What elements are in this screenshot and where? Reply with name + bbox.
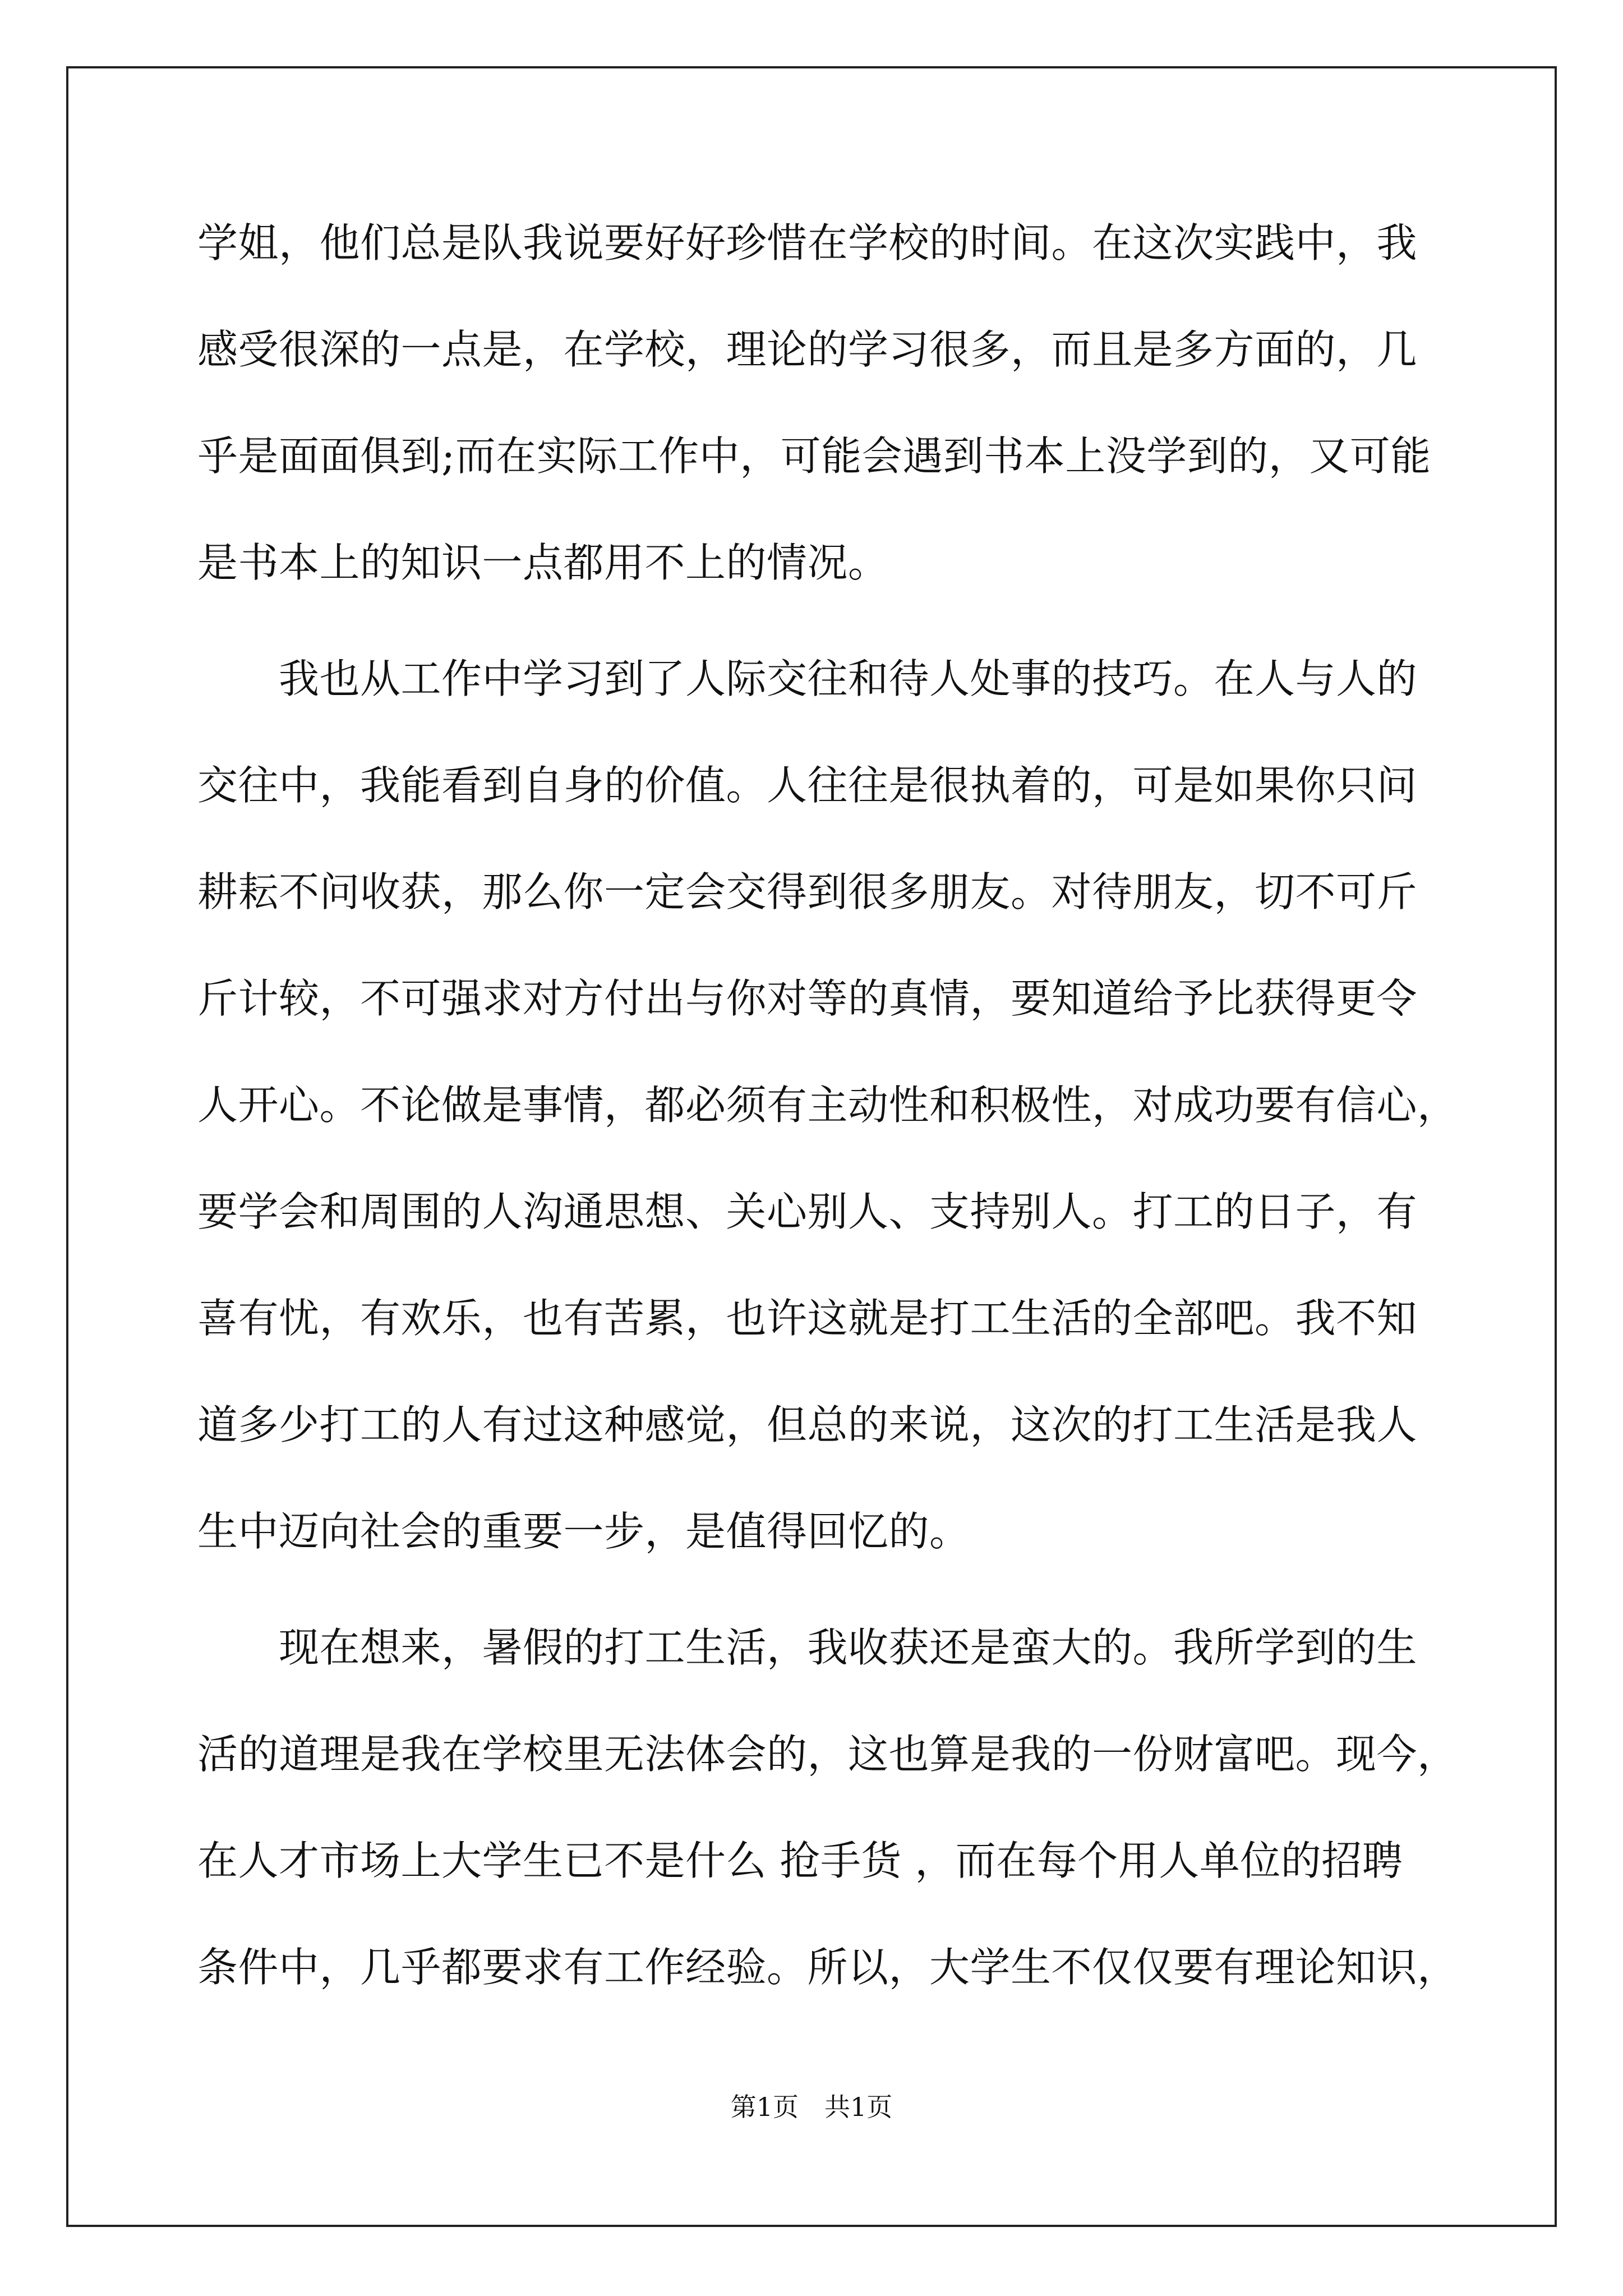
text-line: 我也从工作中学习到了人际交往和待人处事的技巧。在人与人的 bbox=[197, 655, 1418, 702]
page-border bbox=[66, 66, 1557, 2227]
text-line: 耕耘不问收获，那么你一定会交得到很多朋友。对待朋友，切不可斤 bbox=[197, 868, 1418, 915]
text-line: 喜有忧，有欢乐，也有苦累，也许这就是打工生活的全部吧。我不知 bbox=[197, 1295, 1418, 1342]
text-line: 斤计较，不可强求对方付出与你对等的真情，要知道给予比获得更令 bbox=[197, 975, 1418, 1022]
text-line: 生中迈向社会的重要一步，是值得回忆的。 bbox=[197, 1508, 970, 1555]
text-line: 人开心。不论做是事情，都必须有主动性和积极性，对成功要有信心， bbox=[197, 1082, 1458, 1129]
text-line: 是书本上的知识一点都用不上的情况。 bbox=[197, 539, 889, 586]
page-footer: 第1页 共1页 bbox=[730, 2092, 893, 2122]
text-line: 现在想来，暑假的打工生活，我收获还是蛮大的。我所学到的生 bbox=[197, 1624, 1418, 1671]
text-line: 道多少打工的人有过这种感觉，但总的来说，这次的打工生活是我人 bbox=[197, 1401, 1418, 1448]
text-line: 在人才市场上大学生已不是什么 抢手货 ，而在每个用人单位的招聘 bbox=[197, 1837, 1403, 1884]
text-line: 感受很深的一点是，在学校，理论的学习很多，而且是多方面的，几 bbox=[197, 326, 1418, 373]
text-line: 活的道理是我在学校里无法体会的，这也算是我的一份财富吧。现今， bbox=[197, 1731, 1458, 1778]
text-line: 乎是面面俱到;而在实际工作中，可能会遇到书本上没学到的，又可能 bbox=[197, 432, 1431, 480]
text-line: 条件中，几乎都要求有工作经验。所以，大学生不仅仅要有理论知识， bbox=[197, 1944, 1458, 1991]
text-line: 交往中，我能看到自身的价值。人往往是很执着的，可是如果你只问 bbox=[197, 762, 1418, 809]
text-line: 要学会和周围的人沟通思想、关心别人、支持别人。打工的日子，有 bbox=[197, 1188, 1418, 1235]
text-line: 学姐，他们总是队我说要好好珍惜在学校的时间。在这次实践中，我 bbox=[197, 219, 1418, 266]
